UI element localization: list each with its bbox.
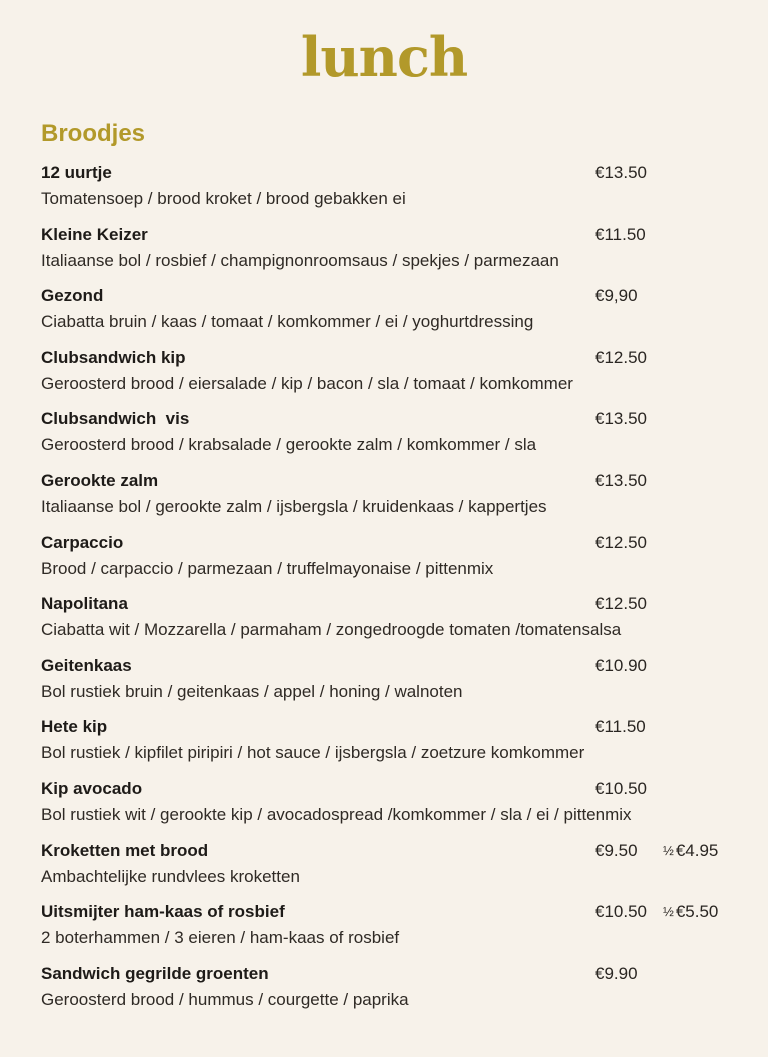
item-name: Clubsandwich vis: [41, 409, 190, 429]
half-glyph: ½: [663, 842, 674, 858]
item-price: €12.50: [595, 594, 647, 614]
item-price: €12.50: [595, 532, 647, 552]
item-description: Italiaanse bol / gerookte zalm / ijsbergsla / kruidenkaas / kappertjes: [41, 496, 547, 516]
half-glyph: ½: [663, 904, 674, 920]
menu-item: [41, 467, 741, 529]
half-price-value: €4.95: [675, 840, 719, 860]
item-description: Ciabatta wit / Mozzarella / parmaham / zongedroogde tomaten /tomatensalsa: [41, 620, 622, 640]
menu-list: [41, 159, 741, 1021]
item-name: Clubsandwich kip: [41, 347, 186, 367]
item-price: €13.50: [595, 163, 647, 182]
item-price: €11.50: [595, 717, 646, 737]
item-description: Bol rustiek bruin / geitenkaas / appel / honing / walnoten: [41, 681, 463, 701]
item-name: Uitsmijter ham-kaas of rosbief: [41, 902, 285, 922]
half-portion-price: [663, 902, 718, 922]
half-price-value: €5.50: [675, 902, 719, 922]
item-description: Geroosterd brood / hummus / courgette / paprika: [41, 989, 409, 1009]
item-name: Kleine Keizer: [41, 224, 148, 244]
item-price: €10.90: [595, 655, 647, 675]
item-name: Geitenkaas: [41, 655, 132, 675]
item-price: €13.50: [595, 409, 647, 429]
menu-item: [41, 344, 741, 406]
menu-item: [41, 590, 741, 652]
item-price: €13.50: [595, 470, 647, 490]
item-description: Bol rustiek wit / gerookte kip / avocadospread /komkommer / sla / ei / pittenmix: [41, 804, 632, 824]
item-name: Gerookte zalm: [41, 470, 159, 490]
item-description: Brood / carpaccio / parmezaan / truffelmayonaise / pittenmix: [41, 558, 494, 578]
menu-item: [41, 837, 741, 899]
item-price: €11.50: [595, 224, 646, 244]
item-description: Ciabatta bruin / kaas / tomaat / komkommer / ei / yoghurtdressing: [41, 312, 534, 332]
item-name: Napolitana: [41, 594, 128, 614]
menu-item: [41, 713, 741, 775]
item-description: Geroosterd brood / eiersalade / kip / bacon / sla / tomaat / komkommer: [41, 373, 573, 393]
item-name: Hete kip: [41, 717, 108, 737]
menu-item: [41, 775, 741, 837]
item-price: €12.50: [595, 347, 647, 367]
page-title: lunch: [300, 25, 468, 89]
menu-item: [41, 898, 741, 960]
item-description: Geroosterd brood / krabsalade / gerookte zalm / komkommer / sla: [41, 435, 537, 455]
menu-item: [41, 529, 741, 591]
item-price: €9.90: [595, 963, 638, 983]
item-description: Bol rustiek / kipfilet piripiri / hot sauce / ijsbergsla / zoetzure komkommer: [41, 743, 585, 763]
menu-item: [41, 405, 741, 467]
item-name: 12 uurtje: [41, 163, 112, 182]
menu-item: [41, 159, 741, 221]
item-description: Italiaanse bol / rosbief / champignonroomsaus / spekjes / parmezaan: [41, 250, 559, 270]
menu-item: [41, 960, 741, 1022]
item-price: €9.50: [595, 840, 638, 860]
item-name: Gezond: [41, 286, 104, 306]
item-price: €10.50: [595, 778, 647, 798]
menu-item: [41, 282, 741, 344]
item-price: €9,90: [595, 286, 638, 306]
half-portion-price: [663, 841, 718, 861]
item-description: Ambachtelijke rundvlees kroketten: [41, 866, 300, 886]
item-price: €10.50: [595, 902, 647, 922]
item-description: 2 boterhammen / 3 eieren / ham-kaas of rosbief: [41, 928, 400, 948]
item-name: Kroketten met brood: [41, 840, 209, 860]
menu-item: [41, 221, 741, 283]
section-title: Broodjes: [41, 120, 146, 147]
item-name: Kip avocado: [41, 778, 143, 798]
item-name: Carpaccio: [41, 532, 124, 552]
item-name: Sandwich gegrilde groenten: [41, 963, 269, 983]
menu-item: [41, 652, 741, 714]
item-description: Tomatensoep / brood kroket / brood gebakken ei: [41, 189, 406, 208]
